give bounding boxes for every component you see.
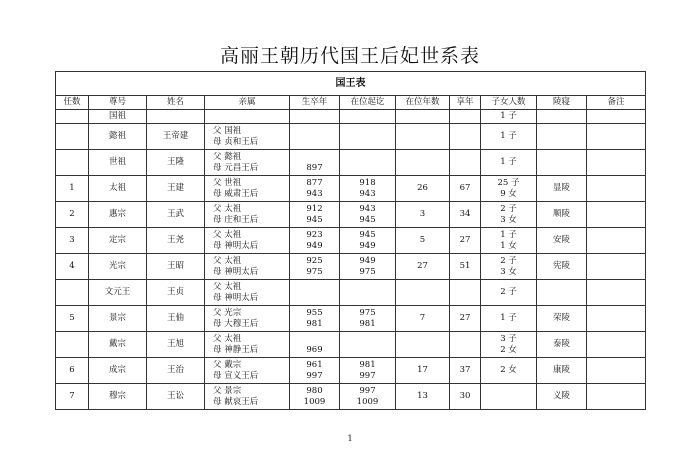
tomb-cell-text: 宪陵 <box>552 261 570 271</box>
kinship-cell-text: 母 贞和王后 <box>213 136 259 147</box>
reign-period-cell <box>340 254 396 280</box>
personal-name-cell <box>147 202 205 228</box>
note-cell <box>587 202 646 228</box>
note-cell <box>587 306 646 332</box>
reign-number-cell <box>56 150 89 176</box>
age-cell-text: 27 <box>459 313 471 323</box>
tomb-cell <box>537 110 587 124</box>
tomb-cell <box>537 306 587 332</box>
reign-period-cell-text: 997 <box>359 385 376 396</box>
column-header: 在位年数 <box>396 96 450 110</box>
reign-number-cell <box>56 202 89 228</box>
children-cell-text: 1 子 <box>500 229 517 240</box>
lifespan-cell <box>290 202 340 228</box>
temple-name-cell-text: 太祖 <box>108 183 126 193</box>
column-header: 子女人数 <box>481 96 537 110</box>
personal-name-cell <box>147 254 205 280</box>
children-cell-text: 2 子 <box>500 255 517 266</box>
kinship-cell-text: 父 太祖 <box>213 333 242 344</box>
reign-period-cell-text: 949 <box>359 255 376 266</box>
table-row <box>56 202 646 228</box>
children-cell <box>481 306 537 332</box>
age-cell <box>450 110 481 124</box>
tomb-cell-text: 安陵 <box>552 235 570 245</box>
temple-name-cell <box>89 254 147 280</box>
reign-number-cell <box>56 358 89 384</box>
reign-years-cell <box>396 332 450 358</box>
age-cell <box>450 280 481 306</box>
column-header: 姓名 <box>147 96 205 110</box>
reign-period-cell <box>340 228 396 254</box>
lifespan-cell <box>290 176 340 202</box>
reign-years-cell <box>396 150 450 176</box>
lifespan-cell <box>290 228 340 254</box>
tomb-cell <box>537 228 587 254</box>
kinship-cell-text: 母 威肃王后 <box>213 188 259 199</box>
tomb-cell <box>537 332 587 358</box>
reign-period-cell-text: 981 <box>359 359 376 370</box>
temple-name-cell-text: 戴宗 <box>108 339 126 349</box>
kinship-cell-text: 母 宣义王后 <box>213 370 259 381</box>
temple-name-cell <box>89 124 147 150</box>
children-cell <box>481 358 537 384</box>
kinship-cell <box>205 384 290 410</box>
note-cell <box>587 254 646 280</box>
lifespan-cell-text: 981 <box>306 318 323 329</box>
personal-name-cell <box>147 384 205 410</box>
tomb-cell-text: 显陵 <box>552 183 570 193</box>
temple-name-cell <box>89 110 147 124</box>
temple-name-cell-text: 穆宗 <box>108 391 126 401</box>
kinship-cell <box>205 306 290 332</box>
kinship-cell <box>205 150 290 176</box>
lifespan-cell-text: 997 <box>306 370 323 381</box>
personal-name-cell <box>147 124 205 150</box>
children-cell <box>481 280 537 306</box>
age-cell-text: 34 <box>459 209 471 219</box>
reign-period-cell-text: 975 <box>359 307 376 318</box>
reign-years-cell <box>396 176 450 202</box>
table-caption: 国王表 <box>56 72 646 96</box>
children-cell-text: 3 女 <box>500 214 517 225</box>
kinship-cell-text: 母 神明太后 <box>213 266 259 277</box>
age-cell-text: 51 <box>459 261 471 271</box>
temple-name-cell-text: 世祖 <box>108 157 126 167</box>
children-cell <box>481 150 537 176</box>
children-cell <box>481 228 537 254</box>
table-row <box>56 332 646 358</box>
age-cell <box>450 202 481 228</box>
reign-number-cell <box>56 228 89 254</box>
note-cell <box>587 280 646 306</box>
temple-name-cell <box>89 202 147 228</box>
temple-name-cell <box>89 228 147 254</box>
lifespan-cell <box>290 280 340 306</box>
column-header: 亲属 <box>205 96 290 110</box>
children-cell-text: 9 女 <box>500 188 517 199</box>
kinship-cell-text: 父 光宗 <box>213 307 242 318</box>
age-cell <box>450 358 481 384</box>
table-row <box>56 228 646 254</box>
reign-number-cell <box>56 110 89 124</box>
kinship-cell-text: 父 世祖 <box>213 177 242 188</box>
reign-period-cell <box>340 306 396 332</box>
table-row <box>56 358 646 384</box>
table-row <box>56 306 646 332</box>
tomb-cell <box>537 358 587 384</box>
kinship-cell <box>205 176 290 202</box>
table-row <box>56 176 646 202</box>
reign-number-cell-text: 4 <box>69 261 75 271</box>
reign-period-cell-text: 1009 <box>356 396 379 407</box>
children-cell <box>481 384 537 410</box>
note-cell <box>587 228 646 254</box>
children-cell-text: 3 子 <box>500 333 517 344</box>
reign-years-cell <box>396 202 450 228</box>
reign-number-cell-text: 7 <box>69 391 75 401</box>
note-cell <box>587 358 646 384</box>
children-cell <box>481 332 537 358</box>
kinship-cell-text: 父 景宗 <box>213 385 242 396</box>
note-cell <box>587 332 646 358</box>
children-cell-text: 1 子 <box>500 131 517 141</box>
children-cell <box>481 202 537 228</box>
personal-name-cell <box>147 306 205 332</box>
tomb-cell-text: 顺陵 <box>552 209 570 219</box>
lifespan-cell-text: 923 <box>306 229 323 240</box>
kinship-cell-text: 母 神明太后 <box>213 240 259 251</box>
reign-period-cell <box>340 358 396 384</box>
reign-period-cell <box>340 110 396 124</box>
kinship-cell-text: 父 太祖 <box>213 203 242 214</box>
reign-period-cell-text: 945 <box>359 229 376 240</box>
personal-name-cell <box>147 332 205 358</box>
age-cell <box>450 254 481 280</box>
column-header: 陵寝 <box>537 96 587 110</box>
age-cell <box>450 384 481 410</box>
lifespan-cell <box>290 384 340 410</box>
kinship-cell-text: 母 献哀王后 <box>213 396 259 407</box>
temple-name-cell <box>89 150 147 176</box>
personal-name-cell <box>147 110 205 124</box>
kinship-cell-text: 父 太祖 <box>213 229 242 240</box>
reign-number-cell-text: 6 <box>69 365 75 375</box>
children-cell <box>481 254 537 280</box>
kinship-cell-text: 父 戴宗 <box>213 359 242 370</box>
reign-years-cell-text: 7 <box>419 313 426 323</box>
table-row <box>56 254 646 280</box>
tomb-cell <box>537 384 587 410</box>
kinship-cell <box>205 202 290 228</box>
reign-period-cell-text: 943 <box>359 203 376 214</box>
lifespan-cell <box>290 332 340 358</box>
king-table <box>55 71 646 410</box>
children-cell-text: 1 子 <box>500 157 517 167</box>
reign-period-cell-text: 943 <box>359 188 376 199</box>
personal-name-cell <box>147 228 205 254</box>
tomb-cell <box>537 150 587 176</box>
age-cell-text: 67 <box>459 183 471 193</box>
temple-name-cell <box>89 332 147 358</box>
personal-name-cell-text: 王旭 <box>166 339 184 349</box>
age-cell-text: 27 <box>459 235 471 245</box>
document-title: 高丽王朝历代国王后妃世系表 <box>219 45 480 67</box>
personal-name-cell-text: 王建 <box>166 183 184 193</box>
kinship-cell-text: 母 神静王后 <box>213 344 259 355</box>
kinship-cell <box>205 358 290 384</box>
lifespan-cell <box>290 358 340 384</box>
kinship-cell-text: 父 国祖 <box>213 125 242 136</box>
reign-years-cell-text: 3 <box>419 209 426 219</box>
temple-name-cell-text: 文元王 <box>104 287 131 297</box>
children-cell-text: 2 子 <box>500 287 517 297</box>
reign-period-cell <box>340 202 396 228</box>
lifespan-cell <box>290 306 340 332</box>
personal-name-cell-text: 王帝建 <box>162 131 189 141</box>
temple-name-cell-text: 国祖 <box>108 111 126 121</box>
personal-name-cell-text: 王伷 <box>166 313 184 323</box>
tomb-cell-text: 泰陵 <box>552 339 570 349</box>
reign-number-cell-text: 5 <box>69 313 75 323</box>
tomb-cell <box>537 176 587 202</box>
tomb-cell <box>537 280 587 306</box>
note-cell <box>587 150 646 176</box>
table-row <box>56 124 646 150</box>
reign-number-cell <box>56 306 89 332</box>
lifespan-cell-text: 980 <box>306 385 323 396</box>
reign-number-cell <box>56 384 89 410</box>
column-header: 备注 <box>587 96 646 110</box>
reign-years-cell-text: 26 <box>417 183 428 193</box>
reign-years-cell <box>396 254 450 280</box>
age-cell <box>450 332 481 358</box>
temple-name-cell <box>89 384 147 410</box>
column-header: 尊号 <box>89 96 147 110</box>
reign-number-cell-text: 1 <box>69 183 75 193</box>
reign-number-cell <box>56 254 89 280</box>
kinship-cell <box>205 228 290 254</box>
kinship-cell <box>205 124 290 150</box>
lifespan-cell-text: 969 <box>306 344 323 355</box>
reign-period-cell <box>340 280 396 306</box>
reign-period-cell-text: 981 <box>359 318 376 329</box>
kinship-cell-text: 母 神明太后 <box>213 292 259 303</box>
temple-name-cell-text: 定宗 <box>108 235 126 245</box>
children-cell <box>481 110 537 124</box>
note-cell <box>587 176 646 202</box>
reign-years-cell <box>396 384 450 410</box>
personal-name-cell-text: 王贞 <box>166 287 184 297</box>
lifespan-cell-text: 877 <box>306 177 323 188</box>
temple-name-cell-text: 懿祖 <box>108 131 126 141</box>
children-cell-text: 25 子 <box>497 177 520 188</box>
reign-number-cell <box>56 124 89 150</box>
personal-name-cell-text: 王治 <box>166 365 184 375</box>
children-cell-text: 2 女 <box>500 365 517 375</box>
personal-name-cell <box>147 176 205 202</box>
table-row <box>56 110 646 124</box>
column-header: 享年 <box>450 96 481 110</box>
lifespan-cell-text: 943 <box>306 188 323 199</box>
reign-number-cell <box>56 332 89 358</box>
reign-number-cell-text: 2 <box>69 209 75 219</box>
reign-years-cell <box>396 124 450 150</box>
age-cell <box>450 150 481 176</box>
reign-period-cell <box>340 176 396 202</box>
children-cell-text: 2 女 <box>500 344 517 355</box>
personal-name-cell-text: 王讼 <box>166 391 184 401</box>
note-cell <box>587 384 646 410</box>
temple-name-cell <box>89 176 147 202</box>
kinship-cell <box>205 280 290 306</box>
lifespan-cell-text: 975 <box>306 266 323 277</box>
lifespan-cell <box>290 124 340 150</box>
age-cell <box>450 306 481 332</box>
reign-years-cell-text: 5 <box>419 235 426 245</box>
lifespan-cell-text: 945 <box>306 214 323 225</box>
note-cell <box>587 124 646 150</box>
reign-period-cell-text: 949 <box>359 240 376 251</box>
age-cell-text: 37 <box>459 365 471 375</box>
reign-years-cell-text: 27 <box>417 261 428 271</box>
temple-name-cell <box>89 306 147 332</box>
kinship-cell <box>205 110 290 124</box>
children-cell <box>481 124 537 150</box>
table-row <box>56 384 646 410</box>
tomb-cell <box>537 254 587 280</box>
reign-period-cell <box>340 332 396 358</box>
lifespan-cell-text: 1009 <box>303 396 326 407</box>
reign-years-cell <box>396 358 450 384</box>
lifespan-cell-text: 897 <box>306 162 323 173</box>
personal-name-cell-text: 王武 <box>166 209 184 219</box>
lifespan-cell-text: 961 <box>306 359 323 370</box>
children-cell-text: 2 子 <box>500 203 517 214</box>
lifespan-cell-text: 912 <box>306 203 323 214</box>
kinship-cell-text: 母 元昌王后 <box>213 162 259 173</box>
age-cell <box>450 228 481 254</box>
age-cell <box>450 176 481 202</box>
children-cell-text: 1 子 <box>500 313 517 323</box>
kinship-cell <box>205 254 290 280</box>
personal-name-cell <box>147 280 205 306</box>
temple-name-cell-text: 光宗 <box>108 261 126 271</box>
lifespan-cell <box>290 110 340 124</box>
kinship-cell <box>205 332 290 358</box>
tomb-cell-text: 荣陵 <box>552 313 570 323</box>
column-header: 任数 <box>56 96 89 110</box>
tomb-cell-text: 义陵 <box>552 391 570 401</box>
lifespan-cell-text: 955 <box>306 307 323 318</box>
reign-number-cell <box>56 280 89 306</box>
personal-name-cell-text: 王隆 <box>166 157 184 167</box>
reign-period-cell-text: 997 <box>359 370 376 381</box>
note-cell <box>587 110 646 124</box>
temple-name-cell <box>89 358 147 384</box>
temple-name-cell <box>89 280 147 306</box>
children-cell <box>481 176 537 202</box>
kinship-cell-text: 父 太祖 <box>213 281 242 292</box>
reign-years-cell-text: 13 <box>417 391 428 401</box>
reign-period-cell-text: 945 <box>359 214 376 225</box>
kinship-cell-text: 父 懿祖 <box>213 151 242 162</box>
column-header: 生卒年 <box>290 96 340 110</box>
lifespan-cell <box>290 254 340 280</box>
tomb-cell <box>537 202 587 228</box>
children-cell-text: 1 女 <box>500 240 517 251</box>
lifespan-cell <box>290 150 340 176</box>
lifespan-cell-text: 925 <box>306 255 323 266</box>
reign-years-cell <box>396 280 450 306</box>
reign-period-cell <box>340 150 396 176</box>
personal-name-cell-text: 王昭 <box>166 261 184 271</box>
kinship-cell-text: 母 大穆王后 <box>213 318 259 329</box>
reign-period-cell-text: 918 <box>359 177 376 188</box>
reign-years-cell <box>396 306 450 332</box>
personal-name-cell <box>147 150 205 176</box>
reign-number-cell <box>56 176 89 202</box>
reign-period-cell <box>340 384 396 410</box>
tomb-cell <box>537 124 587 150</box>
reign-period-cell-text: 975 <box>359 266 376 277</box>
children-cell-text: 1 子 <box>500 111 517 121</box>
temple-name-cell-text: 惠宗 <box>108 209 126 219</box>
kinship-cell-text: 父 太祖 <box>213 255 242 266</box>
column-header: 在位起讫 <box>340 96 396 110</box>
age-cell <box>450 124 481 150</box>
reign-years-cell <box>396 228 450 254</box>
page-number: 1 <box>347 434 353 443</box>
children-cell-text: 3 女 <box>500 266 517 277</box>
reign-number-cell-text: 3 <box>69 235 75 245</box>
kinship-cell-text: 母 庄和王后 <box>213 214 259 225</box>
tomb-cell-text: 康陵 <box>552 365 570 375</box>
personal-name-cell-text: 王尧 <box>166 235 184 245</box>
age-cell-text: 30 <box>459 391 471 401</box>
reign-years-cell <box>396 110 450 124</box>
reign-period-cell <box>340 124 396 150</box>
temple-name-cell-text: 成宗 <box>108 365 126 375</box>
temple-name-cell-text: 景宗 <box>108 313 126 323</box>
table-row <box>56 280 646 306</box>
lifespan-cell-text: 949 <box>306 240 323 251</box>
personal-name-cell <box>147 358 205 384</box>
reign-years-cell-text: 17 <box>417 365 428 375</box>
table-row <box>56 150 646 176</box>
